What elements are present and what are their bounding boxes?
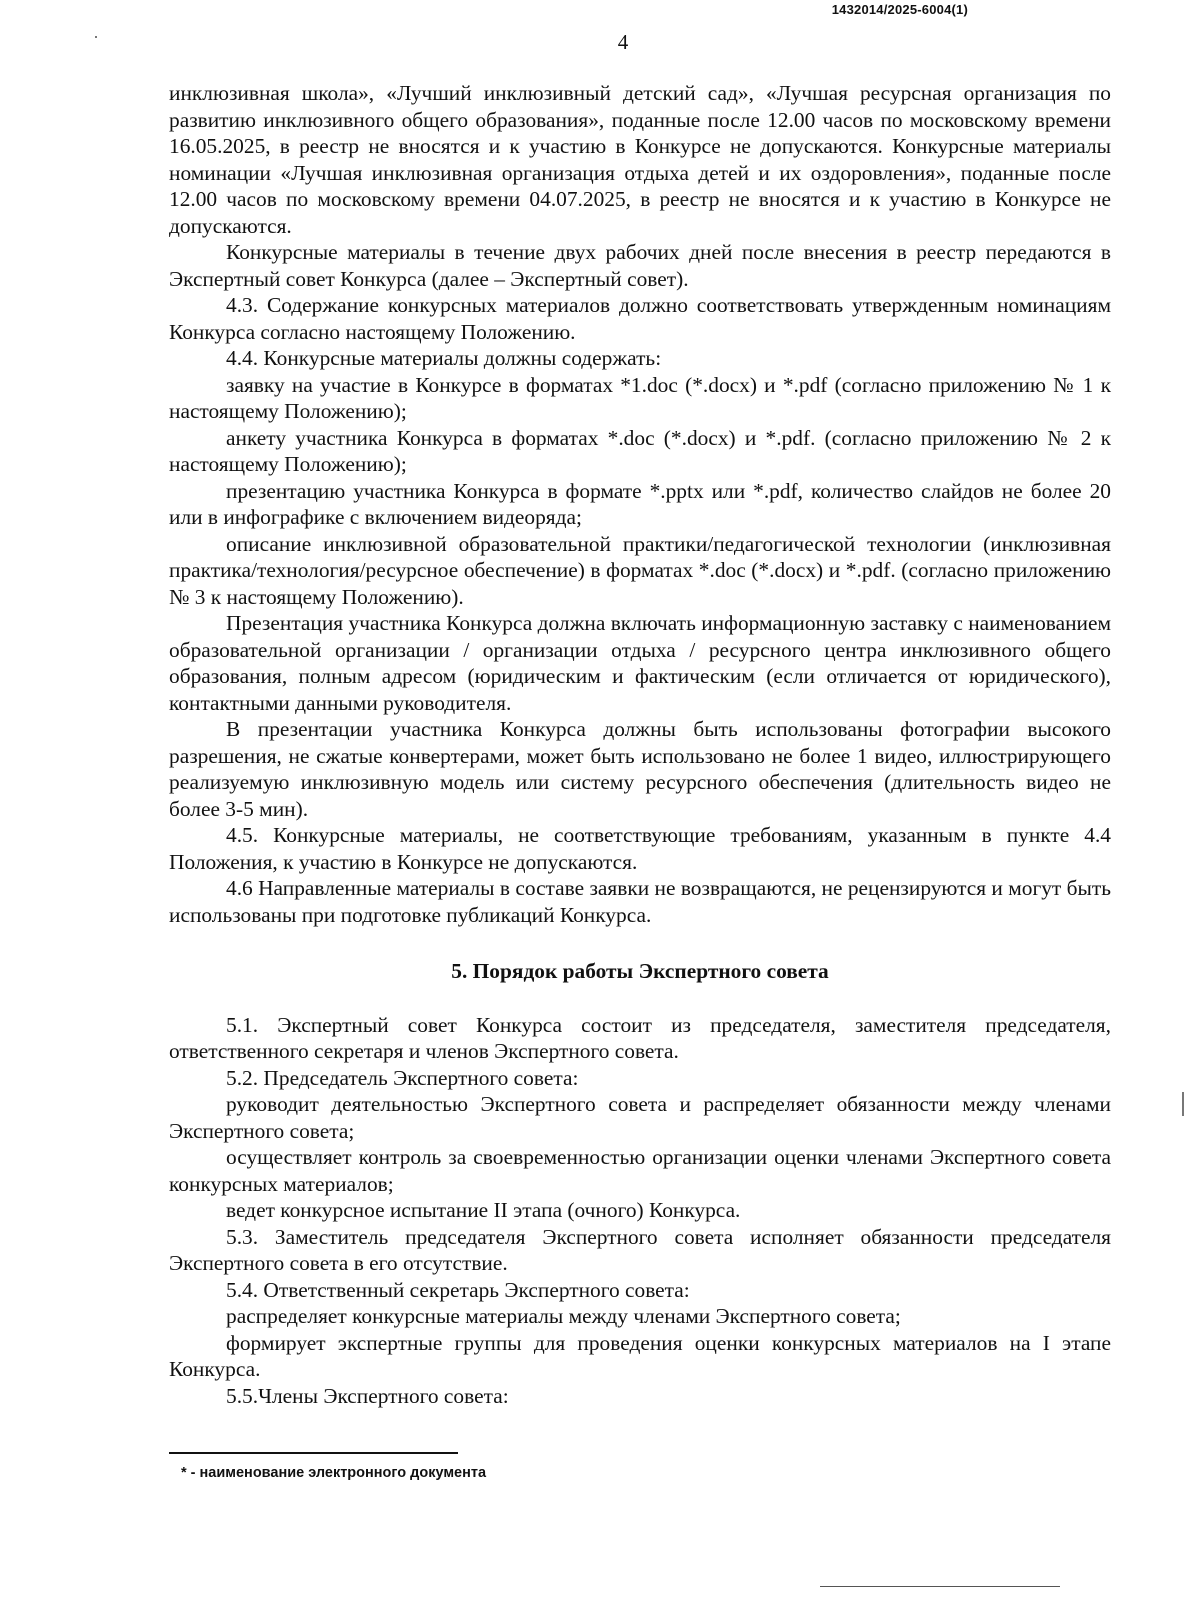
paragraph: 4.5. Конкурсные материалы, не соответствующие требованиям, указанным в пункте 4.4 Положения, к участию в Конкурсе не допускаются. xyxy=(169,823,1111,874)
list-item: ведет конкурсное испытание II этапа (очного) Конкурса. xyxy=(226,1198,741,1222)
scan-bottom-line xyxy=(820,1586,1060,1587)
paragraph: 4.3. Содержание конкурсных материалов должно соответствовать утвержденным номинациям Конкурса согласно настоящему Положению. xyxy=(169,293,1111,344)
paragraph: инклюзивная школа», «Лучший инклюзивный детский сад», «Лучшая ресурсная организация по развитию инклюзивного общего образования», поданные после 12.00 часов по московскому времени 16.05.2025, в реестр не вносятся и к участию в Конкурсе не допускаются. Конкурсные материалы номинации «Лучшая инклюзивная организация отдыха детей и их оздоровления», поданные после 12.00 часов по московскому времени 04.07.2025, в реестр не вносятся и к участию в Конкурсе не допускаются. xyxy=(169,81,1111,238)
footnote-divider xyxy=(169,1452,458,1454)
list-item: формирует экспертные группы для проведения оценки конкурсных материалов на I этапе Конкурса. xyxy=(169,1330,1111,1381)
paragraph: 4.6 Направленные материалы в составе заявки не возвращаются, не рецензируются и могут быть использованы при подготовке публикаций Конкурса. xyxy=(169,876,1111,927)
footnote: * - наименование электронного документа xyxy=(181,1465,487,1481)
scan-edge-mark xyxy=(1182,1092,1184,1116)
list-item: презентацию участника Конкурса в формате *.pptx или *.pdf, количество слайдов не более 20 или в инфографике с включением видеоряда; xyxy=(169,478,1111,529)
list-item: описание инклюзивной образовательной практики/педагогической технологии (инклюзивная практика/технология/ресурсное обеспечение) в форматах *.doc (*.docx) и *.pdf. (согласно приложению № 3 к настоящему Положению). xyxy=(169,531,1111,609)
paragraph: 5.2. Председатель Экспертного совета: xyxy=(226,1065,579,1090)
page-number: 4 xyxy=(617,30,629,54)
paragraph: 5.3. Заместитель председателя Экспертного совета исполняет обязанности председателя Экспертного совета в его отсутствие. xyxy=(169,1224,1111,1275)
list-item: осуществляет контроль за своевременностью организации оценки членами Экспертного совета конкурсных материалов; xyxy=(169,1145,1111,1196)
section-heading: 5. Порядок работы Экспертного совета xyxy=(451,959,829,983)
paragraph: В презентации участника Конкурса должны быть использованы фотографии высокого разрешения, не сжатые конвертерами, может быть использовано не более 1 видео, иллюстрирующего реализуемую инклюзивную модель или систему ресурсного обеспечения (длительность видео не более 3-5 мин). xyxy=(169,717,1111,821)
list-item: заявку на участие в Конкурсе в форматах *1.doc (*.docx) и *.pdf (согласно приложению № 1 к настоящему Положению); xyxy=(169,372,1111,423)
paragraph: 5.5.Члены Экспертного совета: xyxy=(226,1383,509,1408)
document-id: 1432014/2025-6004(1) xyxy=(831,2,968,17)
list-item: анкету участника Конкурса в форматах *.doc (*.docx) и *.pdf. (согласно приложению № 2 к настоящему Положению); xyxy=(169,425,1111,476)
list-item: руководит деятельностью Экспертного совета и распределяет обязанности между членами Экспертного совета; xyxy=(169,1092,1111,1143)
paragraph: Презентация участника Конкурса должна включать информационную заставку с наименованием образовательной организации / организации отдыха / ресурсного центра инклюзивного общего образования, полным адресом (юридическим и фактическим (если отличается от юридического), контактными данными руководителя. xyxy=(169,611,1111,715)
document-body xyxy=(169,80,1111,1409)
paragraph: 4.4. Конкурсные материалы должны содержать: xyxy=(226,346,662,370)
scan-speck xyxy=(95,36,97,38)
paragraph: 5.4. Ответственный секретарь Экспертного совета: xyxy=(226,1277,690,1302)
list-item: распределяет конкурсные материалы между членами Экспертного совета; xyxy=(226,1304,901,1328)
paragraph: Конкурсные материалы в течение двух рабочих дней после внесения в реестр передаются в Экспертный совет Конкурса (далее – Экспертный совет). xyxy=(169,240,1111,291)
paragraph: 5.1. Экспертный совет Конкурса состоит из председателя, заместителя председателя, ответственного секретаря и членов Экспертного совета. xyxy=(169,1012,1111,1063)
